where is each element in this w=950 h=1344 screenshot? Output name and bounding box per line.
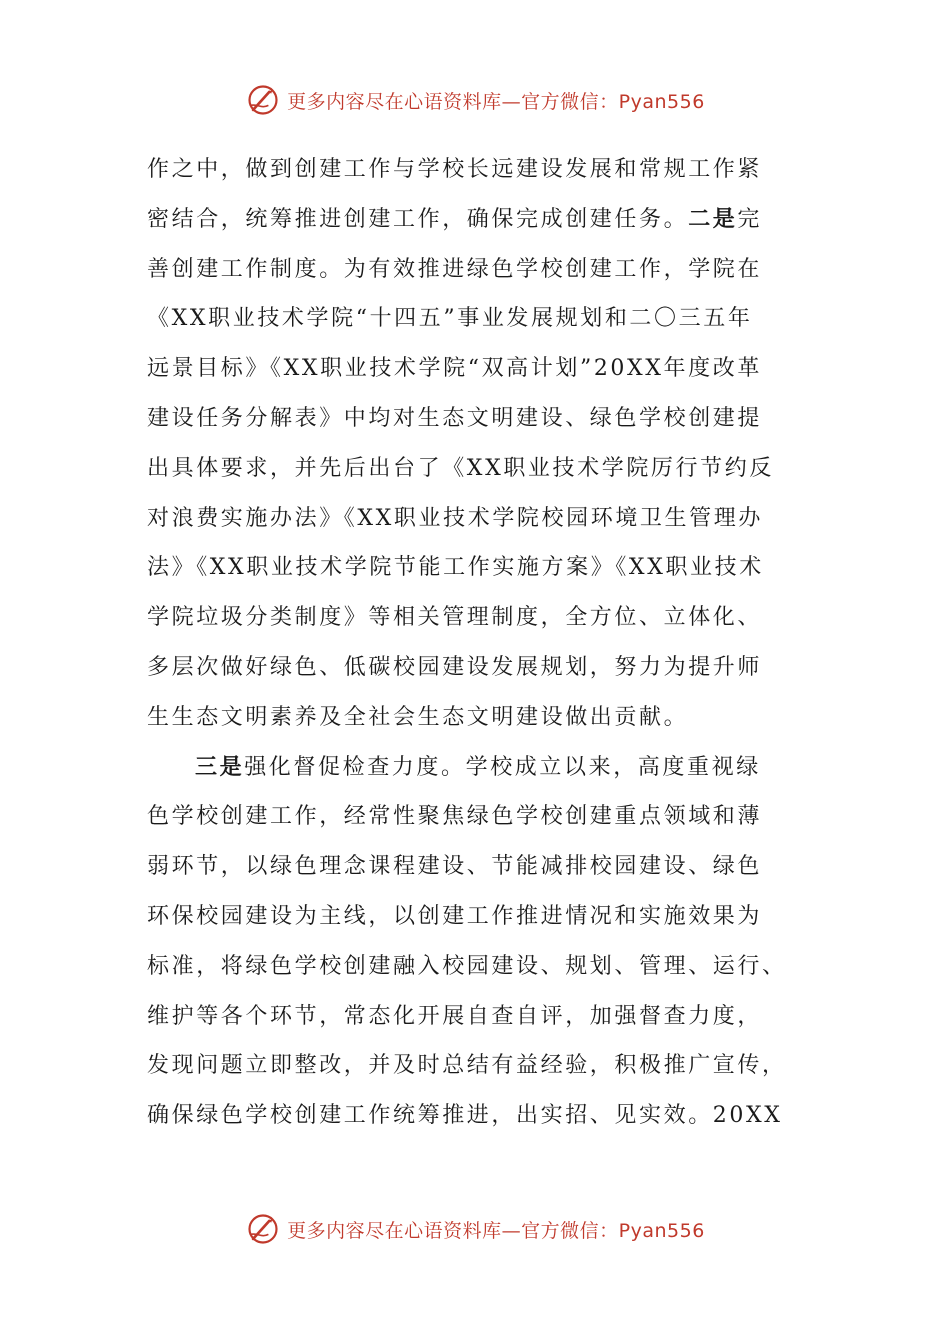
pen-swirl-icon — [245, 1211, 281, 1247]
footer-banner — [0, 1211, 950, 1247]
header-banner-text: 更多内容尽在心语资料库—官方微信：Pyan556 — [287, 90, 705, 113]
pen-swirl-icon — [245, 82, 281, 118]
body-line: 标准，将绿色学校创建融入校园建设、规划、管理、运行、 — [147, 953, 787, 979]
header-banner — [0, 82, 950, 118]
body-line: 建设任务分解表》中均对生态文明建设、绿色学校创建提 — [147, 405, 763, 431]
body-line: 对浪费实施办法》《XX职业技术学院校园环境卫生管理办 — [147, 505, 763, 531]
footer-wechat-id: Pyan556 — [618, 1219, 705, 1242]
body-line: 确保绿色学校创建工作统筹推进，出实招、见实效。20XX — [147, 1103, 783, 1129]
body-line: 色学校创建工作，经常性聚焦绿色学校创建重点领域和薄 — [147, 804, 763, 830]
body-line: 生生态文明素养及全社会生态文明建设做出贡献。 — [147, 704, 689, 730]
body-line: 远景目标》《XX职业技术学院“双高计划”20XX年度改革 — [147, 356, 762, 382]
footer-banner-text: 更多内容尽在心语资料库—官方微信：Pyan556 — [287, 1219, 705, 1242]
header-wechat-id: Pyan556 — [618, 90, 705, 113]
body-line: 多层次做好绿色、低碳校园建设发展规划，努力为提升师 — [147, 654, 763, 680]
body-line: 弱环节，以绿色理念课程建设、节能减排校园建设、绿色 — [147, 854, 763, 880]
document-body — [147, 145, 807, 1141]
bold-lead: 三是 — [195, 753, 245, 780]
body-line: 维护等各个环节，常态化开展自查自评，加强督查力度， — [147, 1003, 763, 1029]
body-line: 发现问题立即整改，并及时总结有益经验，积极推广宣传， — [147, 1053, 787, 1079]
bold-lead: 二是 — [688, 205, 738, 232]
body-line: 《XX职业技术学院“十四五”事业发展规划和二〇三五年 — [147, 306, 753, 332]
body-line: 环保校园建设为主线，以创建工作推进情况和实施效果为 — [147, 903, 763, 929]
body-line: 作之中，做到创建工作与学校长远建设发展和常规工作紧 — [147, 157, 763, 182]
body-line: 法》《XX职业技术学院节能工作实施方案》《XX职业技术 — [147, 555, 764, 581]
body-line: 三是强化督促检查力度。学校成立以来，高度重视绿 — [195, 753, 761, 780]
body-line: 学院垃圾分类制度》等相关管理制度，全方位、立体化、 — [147, 605, 763, 631]
body-line: 密结合，统筹推进创建工作，确保完成创建任务。二是完 — [147, 205, 763, 232]
body-line: 善创建工作制度。为有效推进绿色学校创建工作，学院在 — [147, 256, 763, 282]
body-line: 出具体要求，并先后出台了《XX职业技术学院厉行节约反 — [147, 455, 774, 481]
